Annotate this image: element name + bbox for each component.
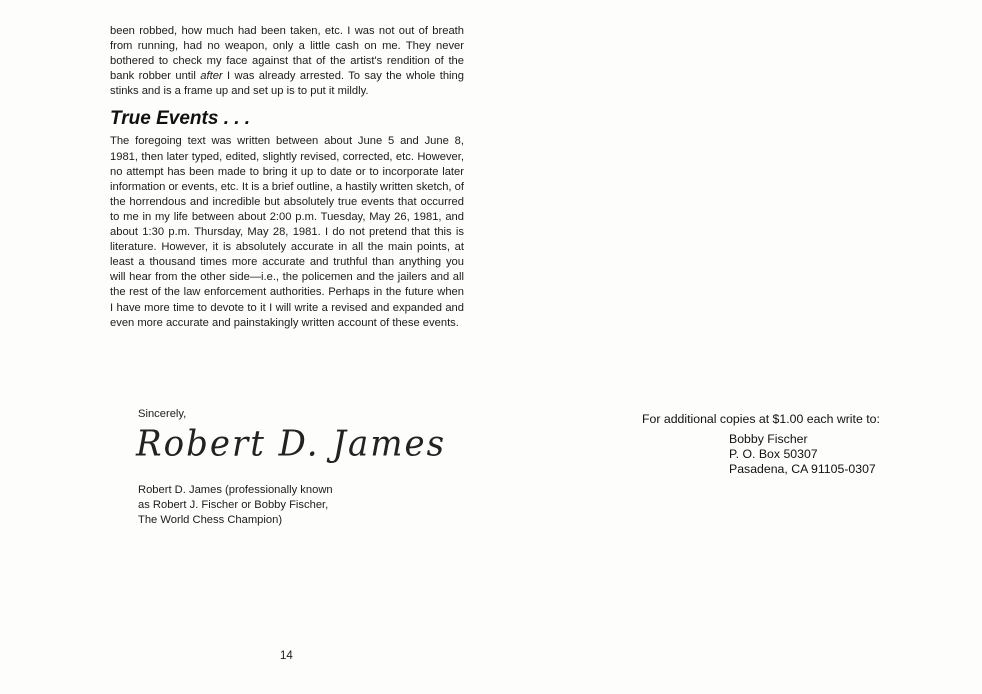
signoff-block: [138, 483, 398, 528]
address-line: Bobby Fischer: [729, 432, 808, 446]
address-line: P. O. Box 50307: [729, 447, 818, 461]
signature-text: Robert D. James: [136, 423, 447, 465]
mailing-address: [729, 432, 880, 477]
signoff-line: as Robert J. Fischer or Bobby Fischer,: [138, 499, 329, 511]
order-heading: For additional copies at $1.00 each write to:: [642, 412, 880, 426]
signoff-line: Robert D. James (professionally known: [138, 484, 333, 496]
address-line: Pasadena, CA 91105-0307: [729, 462, 876, 476]
handwritten-signature: [136, 424, 476, 480]
signoff-line: The World Chess Champion): [138, 514, 283, 526]
section-heading: True Events . . .: [110, 108, 251, 130]
left-page-body: [110, 24, 464, 331]
intro-paragraph: been robbed, how much had been taken, etc. I was not out of breath from running, had no weapon, only a little cash on me. They never bothered to check my face against that of the artist's rendition of the bank robber until after I was already arrested. To say the whole thing stinks and is a frame up and set up is to put it mildly.: [110, 25, 464, 98]
closing-salutation: Sincerely,: [138, 408, 187, 420]
section-paragraph: The foregoing text was written between about June 5 and June 8, 1981, then later typed, edited, slightly revised, corrected, etc. However, no attempt has been made to bring it up to date or to incorporate later information or events, etc. It is a brief outline, a hastily written sketch, of the horrendous and incredible but absolutely true events that occurred to me in my life between about 2:00 p.m. Tuesday, May 26, 1981, and about 1:30 p.m. Thursday, May 28, 1981. I do not pretend that this is literature. However, it is absolutely accurate in all the main points, at least a thousand times more accurate and truthful than anything you will hear from the other side—i.e., the policemen and the jailers and all the rest of the law enforcement authorities. Perhaps in the future when I have more time to devote to it I will write a revised and expanded and even more accurate and painstakingly written account of these events.: [110, 135, 464, 329]
page-number: 14: [280, 650, 293, 662]
order-info: [642, 412, 880, 477]
